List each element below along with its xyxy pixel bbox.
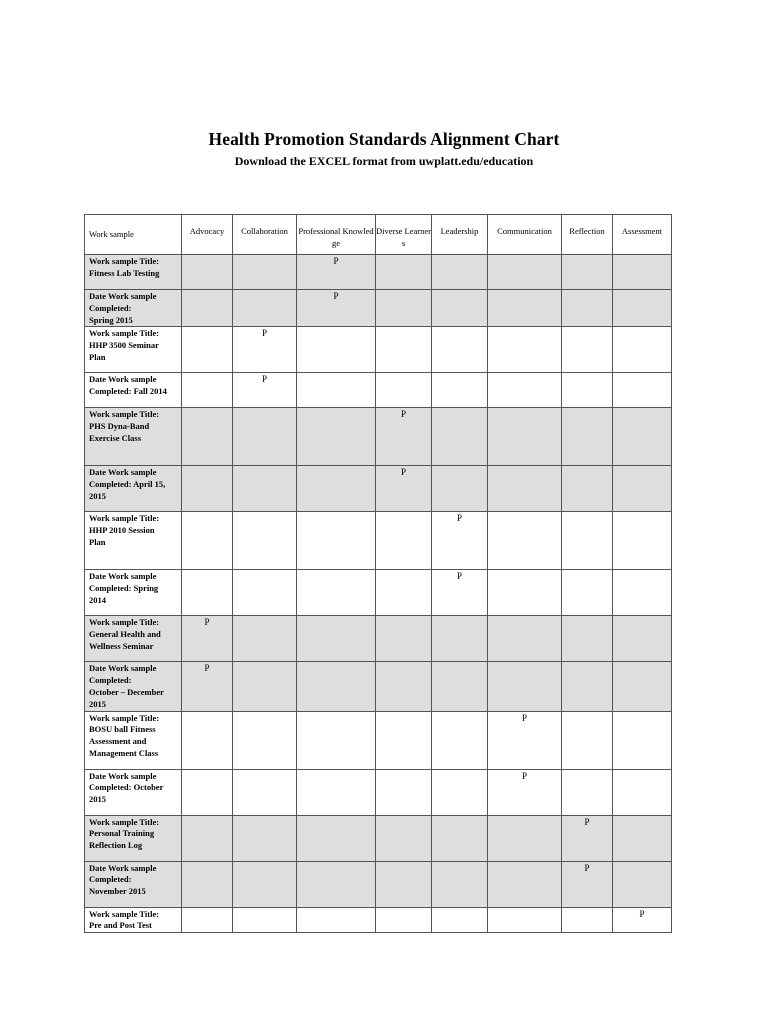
table-row	[85, 616, 672, 662]
alignment-cell	[182, 570, 233, 616]
alignment-mark: P	[456, 513, 462, 524]
alignment-cell	[432, 512, 488, 570]
column-header: Assessment	[613, 215, 672, 255]
alignment-cell	[182, 769, 233, 815]
alignment-mark: P	[261, 328, 267, 339]
alignment-cell	[182, 616, 233, 662]
alignment-mark: P	[584, 862, 590, 873]
alignment-mark: P	[204, 663, 210, 674]
alignment-mark: P	[261, 374, 267, 385]
work-sample-cell	[85, 327, 182, 373]
column-header: Diverse Learners	[376, 215, 432, 255]
alignment-cell	[233, 290, 297, 327]
work-sample-line: Completed: Fall 2014	[89, 386, 167, 397]
alignment-cell	[432, 616, 488, 662]
alignment-cell	[297, 616, 376, 662]
table-row	[85, 327, 672, 373]
alignment-cell	[182, 255, 233, 290]
alignment-cell	[432, 408, 488, 466]
alignment-cell	[233, 861, 297, 907]
alignment-mark: P	[456, 571, 462, 582]
work-sample-line: General Health and	[89, 629, 161, 640]
alignment-cell	[376, 327, 432, 373]
alignment-cell	[488, 290, 562, 327]
alignment-cell	[182, 373, 233, 408]
alignment-cell	[233, 408, 297, 466]
alignment-cell	[376, 570, 432, 616]
alignment-cell	[297, 290, 376, 327]
work-sample-cell	[85, 711, 182, 769]
alignment-cell	[233, 769, 297, 815]
column-header: Advocacy	[182, 215, 233, 255]
work-sample-line: Plan	[89, 536, 106, 547]
alignment-cell	[376, 616, 432, 662]
alignment-cell	[297, 255, 376, 290]
alignment-cell	[297, 907, 376, 933]
work-sample-line: HHP 3500 Seminar	[89, 340, 159, 351]
work-sample-line: BOSU ball Fitness	[89, 724, 156, 735]
table-row	[85, 769, 672, 815]
alignment-cell	[297, 466, 376, 512]
alignment-cell	[297, 861, 376, 907]
alignment-cell	[182, 662, 233, 711]
work-sample-line: Reflection Log	[89, 840, 143, 851]
alignment-cell	[613, 662, 672, 711]
alignment-cell	[613, 255, 672, 290]
alignment-cell	[376, 373, 432, 408]
alignment-cell	[488, 466, 562, 512]
column-header: Professional Knowledge	[297, 215, 376, 255]
alignment-cell	[297, 408, 376, 466]
alignment-cell	[233, 512, 297, 570]
work-sample-line: Date Work sample	[89, 291, 157, 301]
alignment-cell	[613, 408, 672, 466]
alignment-cell	[562, 408, 613, 466]
table-body	[85, 255, 672, 933]
table-row	[85, 373, 672, 408]
alignment-cell	[432, 711, 488, 769]
alignment-cell	[562, 861, 613, 907]
alignment-mark: P	[584, 816, 590, 827]
alignment-mark: P	[204, 617, 210, 628]
table-row	[85, 662, 672, 711]
alignment-cell	[297, 769, 376, 815]
alignment-cell	[182, 907, 233, 933]
work-sample-line: Wellness Seminar	[89, 640, 154, 651]
work-sample-line: Date Work sample	[89, 770, 157, 781]
alignment-cell	[562, 769, 613, 815]
alignment-cell	[613, 512, 672, 570]
alignment-cell	[488, 815, 562, 861]
table-row	[85, 570, 672, 616]
alignment-mark: P	[521, 770, 527, 781]
alignment-cell	[233, 815, 297, 861]
work-sample-cell	[85, 512, 182, 570]
alignment-cell	[297, 373, 376, 408]
alignment-cell	[562, 616, 613, 662]
alignment-cell	[376, 861, 432, 907]
work-sample-cell	[85, 290, 182, 327]
work-sample-line: Fitness Lab Testing	[89, 267, 160, 278]
alignment-mark: P	[400, 467, 406, 478]
alignment-cell	[562, 290, 613, 327]
work-sample-cell	[85, 815, 182, 861]
alignment-cell	[182, 408, 233, 466]
column-header: Collaboration	[233, 215, 297, 255]
work-sample-cell	[85, 373, 182, 408]
table-row	[85, 907, 672, 933]
alignment-cell	[613, 466, 672, 512]
work-sample-cell	[85, 466, 182, 512]
work-sample-line: 2015	[89, 698, 106, 709]
alignment-cell	[233, 466, 297, 512]
alignment-cell	[432, 373, 488, 408]
alignment-cell	[233, 373, 297, 408]
work-sample-line: Date Work sample	[89, 571, 157, 582]
alignment-cell	[488, 769, 562, 815]
alignment-cell	[488, 408, 562, 466]
work-sample-line: HHP 2010 Session	[89, 525, 155, 536]
work-sample-line: Work sample Title:	[89, 617, 160, 628]
work-sample-line: Work sample Title:	[89, 513, 160, 524]
work-sample-line: Spring 2015	[89, 314, 133, 325]
alignment-cell	[562, 327, 613, 373]
table-row	[85, 861, 672, 907]
work-sample-cell	[85, 570, 182, 616]
alignment-cell	[182, 327, 233, 373]
work-sample-line: Date Work sample	[89, 862, 157, 873]
table-row	[85, 815, 672, 861]
alignment-cell	[182, 466, 233, 512]
alignment-cell	[488, 907, 562, 933]
alignment-cell	[233, 662, 297, 711]
alignment-cell	[613, 815, 672, 861]
work-sample-line: 2015	[89, 490, 106, 501]
alignment-cell	[613, 290, 672, 327]
alignment-cell	[488, 512, 562, 570]
alignment-cell	[233, 907, 297, 933]
work-sample-line: Work sample Title:	[89, 256, 160, 266]
alignment-mark: P	[333, 291, 339, 301]
alignment-cell	[233, 711, 297, 769]
work-sample-line: Management Class	[89, 747, 159, 758]
column-header: Communication	[488, 215, 562, 255]
work-sample-line: Work sample Title:	[89, 409, 160, 420]
alignment-cell	[562, 373, 613, 408]
work-sample-line: Date Work sample	[89, 374, 157, 385]
alignment-cell	[562, 255, 613, 290]
alignment-cell	[376, 769, 432, 815]
alignment-cell	[613, 769, 672, 815]
alignment-cell	[488, 327, 562, 373]
alignment-cell	[233, 570, 297, 616]
alignment-table	[84, 214, 672, 933]
alignment-cell	[376, 815, 432, 861]
alignment-cell	[488, 711, 562, 769]
alignment-cell	[376, 512, 432, 570]
alignment-cell	[488, 616, 562, 662]
alignment-cell	[233, 327, 297, 373]
work-sample-line: Personal Training	[89, 828, 155, 839]
alignment-cell	[432, 290, 488, 327]
alignment-cell	[613, 711, 672, 769]
table-row	[85, 466, 672, 512]
alignment-mark: P	[333, 256, 339, 266]
work-sample-line: Work sample Title:	[89, 712, 160, 723]
work-sample-line: Assessment and	[89, 736, 147, 747]
table-row	[85, 512, 672, 570]
alignment-cell	[562, 815, 613, 861]
column-header: Leadership	[432, 215, 488, 255]
alignment-cell	[432, 255, 488, 290]
column-header: Reflection	[562, 215, 613, 255]
work-sample-line: Date Work sample	[89, 663, 157, 674]
alignment-cell	[432, 466, 488, 512]
alignment-cell	[376, 255, 432, 290]
alignment-cell	[613, 616, 672, 662]
alignment-cell	[182, 815, 233, 861]
table-row	[85, 255, 672, 290]
work-sample-line: 2015	[89, 794, 106, 805]
work-sample-line: Work sample Title:	[89, 328, 160, 339]
work-sample-line: Completed: April 15,	[89, 479, 166, 490]
alignment-cell	[562, 466, 613, 512]
alignment-cell	[297, 815, 376, 861]
alignment-cell	[613, 861, 672, 907]
column-header: Work sample	[85, 215, 182, 255]
work-sample-line: November 2015	[89, 886, 146, 897]
alignment-cell	[613, 327, 672, 373]
alignment-cell	[562, 512, 613, 570]
work-sample-cell	[85, 408, 182, 466]
alignment-cell	[233, 616, 297, 662]
alignment-cell	[432, 327, 488, 373]
work-sample-line: 2014	[89, 594, 106, 605]
alignment-cell	[432, 907, 488, 933]
alignment-mark: P	[639, 908, 645, 919]
alignment-cell	[613, 907, 672, 933]
alignment-cell	[182, 711, 233, 769]
alignment-cell	[488, 570, 562, 616]
alignment-cell	[297, 711, 376, 769]
alignment-cell	[182, 290, 233, 327]
work-sample-line: Completed:	[89, 675, 132, 686]
alignment-cell	[297, 512, 376, 570]
alignment-cell	[376, 907, 432, 933]
alignment-mark: P	[400, 409, 406, 420]
alignment-cell	[562, 662, 613, 711]
work-sample-line: Work sample Title:	[89, 908, 160, 919]
work-sample-cell	[85, 861, 182, 907]
alignment-cell	[562, 570, 613, 616]
alignment-cell	[376, 466, 432, 512]
work-sample-line: Pre and Post Test	[89, 920, 152, 931]
alignment-cell	[432, 570, 488, 616]
work-sample-line: Completed:	[89, 302, 132, 313]
header-row	[85, 215, 672, 255]
work-sample-cell	[85, 769, 182, 815]
work-sample-line: Date Work sample	[89, 467, 157, 478]
alignment-mark: P	[521, 712, 527, 723]
page-subtitle: Download the EXCEL format from uwplatt.edu/education	[234, 154, 534, 168]
alignment-cell	[376, 711, 432, 769]
table-row	[85, 290, 672, 327]
work-sample-cell	[85, 662, 182, 711]
alignment-cell	[562, 711, 613, 769]
alignment-cell	[297, 327, 376, 373]
alignment-cell	[613, 373, 672, 408]
work-sample-line: October – December	[89, 686, 164, 697]
alignment-cell	[488, 662, 562, 711]
work-sample-line: Completed:	[89, 874, 132, 885]
alignment-cell	[233, 255, 297, 290]
work-sample-line: Plan	[89, 351, 106, 362]
alignment-cell	[376, 290, 432, 327]
alignment-cell	[376, 662, 432, 711]
alignment-cell	[488, 373, 562, 408]
alignment-cell	[297, 570, 376, 616]
alignment-cell	[182, 861, 233, 907]
alignment-cell	[297, 662, 376, 711]
alignment-cell	[376, 408, 432, 466]
alignment-cell	[432, 662, 488, 711]
alignment-cell	[488, 255, 562, 290]
alignment-cell	[562, 907, 613, 933]
alignment-cell	[182, 512, 233, 570]
work-sample-cell	[85, 616, 182, 662]
work-sample-line: Completed: October	[89, 782, 164, 793]
work-sample-line: Exercise Class	[89, 432, 142, 443]
alignment-cell	[488, 861, 562, 907]
page-title: Health Promotion Standards Alignment Chart	[208, 129, 560, 149]
alignment-cell	[432, 815, 488, 861]
work-sample-line: PHS Dyna-Band	[89, 421, 150, 432]
work-sample-cell	[85, 255, 182, 290]
alignment-cell	[432, 769, 488, 815]
work-sample-line: Work sample Title:	[89, 816, 160, 827]
work-sample-cell	[85, 907, 182, 933]
alignment-cell	[432, 861, 488, 907]
work-sample-line: Completed: Spring	[89, 583, 159, 594]
table-row	[85, 408, 672, 466]
alignment-cell	[613, 570, 672, 616]
table-row	[85, 711, 672, 769]
